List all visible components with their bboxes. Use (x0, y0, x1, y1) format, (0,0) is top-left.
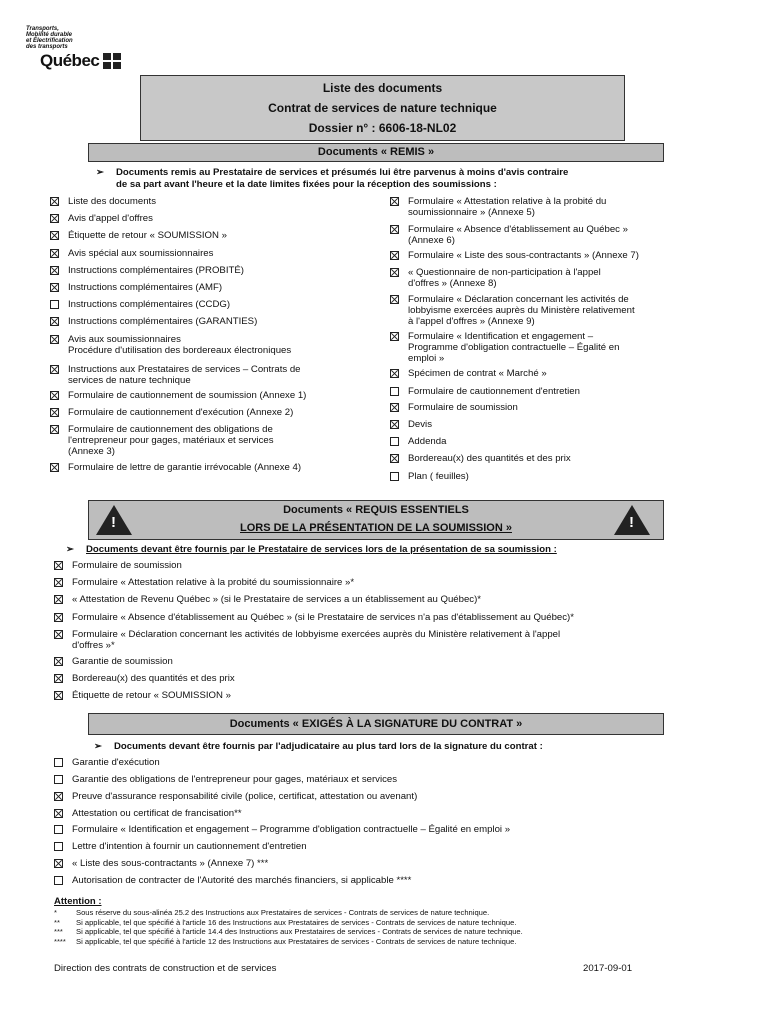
checklist-item-line: Formulaire « Attestation relative à la probité du soumissionnaire »* (72, 577, 355, 588)
checklist-item-text (408, 471, 469, 482)
checklist-item (50, 282, 380, 293)
checklist-item (50, 334, 380, 356)
checklist-item-text (408, 294, 635, 327)
checked-box-icon (390, 251, 399, 260)
checklist-item-line: services de nature technique (68, 375, 191, 386)
checklist-item (54, 577, 704, 588)
checklist-item (54, 774, 704, 785)
requis-intro-text: Documents devant être fournis par le Prestataire de services lors de la présentation de sa soumission : (86, 544, 557, 555)
checklist-item-text (68, 390, 306, 401)
checklist-item (50, 299, 380, 310)
checked-box-icon (50, 317, 59, 326)
checklist-item (50, 390, 380, 401)
checklist-item (54, 841, 704, 852)
checklist-item-line: « Attestation de Revenu Québec » (si le Prestataire de services a un établissement au Québec)* (72, 594, 482, 605)
footer-date: 2017-09-01 (583, 963, 633, 974)
warning-icon: ! (614, 505, 650, 535)
checklist-item-text (72, 690, 231, 701)
checklist-item-text (72, 656, 173, 667)
checklist-item-text (408, 267, 601, 289)
checklist-item-text (72, 875, 411, 886)
checklist-item-line: Preuve d'assurance responsabilité civile (police, certificat, attestation ou avenant) (72, 791, 418, 802)
empty-checkbox-icon (54, 758, 63, 767)
checked-box-icon (390, 295, 399, 304)
checklist-item (54, 560, 704, 571)
checked-box-icon (50, 266, 59, 275)
checklist-item-text (72, 774, 397, 785)
checklist-item-text (68, 248, 213, 259)
checked-box-icon (54, 657, 63, 666)
checklist-item-line: Liste des documents (68, 196, 156, 207)
checklist-item-text (408, 386, 580, 397)
checklist-item-text (68, 196, 156, 207)
checklist-item-text (68, 316, 257, 327)
checked-box-icon (50, 283, 59, 292)
attention-note (54, 918, 694, 928)
section-heading-exiges: Documents « EXIGÉS À LA SIGNATURE DU CONTRAT » (88, 713, 664, 735)
checklist-item-line: emploi » (408, 353, 445, 364)
checked-box-icon (54, 595, 63, 604)
checklist-item-line: Formulaire « Identification et engagement – (408, 331, 594, 342)
checklist-item (54, 690, 704, 701)
checklist-item-line: Bordereau(x) des quantités et des prix (72, 673, 235, 684)
checklist-item-line: Formulaire de soumission (408, 402, 518, 413)
checklist-item (54, 875, 704, 886)
checklist-item-text (68, 407, 293, 418)
checklist-item-line: Formulaire de lettre de garantie irrévocable (Annexe 4) (68, 462, 302, 473)
checklist-item-text (408, 196, 606, 218)
checklist-item-text (408, 453, 571, 464)
checklist-item (50, 462, 380, 473)
checklist-item (390, 471, 695, 482)
checklist-item-text (408, 224, 628, 246)
checklist-item-line: Garantie de soumission (72, 656, 173, 667)
checklist-item-line: Avis d'appel d'offres (68, 213, 153, 224)
checklist-item-text (68, 334, 291, 356)
attention-note (54, 927, 694, 937)
checklist-item (54, 757, 704, 768)
checklist-item-line: Formulaire de cautionnement de soumission (Annexe 1) (68, 390, 307, 401)
checklist-item (54, 791, 704, 802)
checklist-item-text (72, 841, 307, 852)
checked-box-icon (390, 369, 399, 378)
note-mark: *** (54, 927, 63, 936)
checklist-item (50, 424, 380, 457)
checked-box-icon (390, 420, 399, 429)
checked-box-icon (54, 578, 63, 587)
checklist-item (390, 196, 695, 218)
checklist-item-text (68, 299, 230, 310)
checklist-item-text (68, 213, 153, 224)
checklist-item-line: Formulaire « Attestation relative à la probité du (408, 196, 607, 207)
checked-box-icon (50, 335, 59, 344)
empty-checkbox-icon (390, 437, 399, 446)
checklist-item (54, 656, 704, 667)
checklist-item-text (408, 250, 639, 261)
checklist-item-text (408, 402, 518, 413)
checklist-item (50, 196, 380, 207)
ministry-logo (26, 26, 124, 71)
checklist-item-text (408, 368, 547, 379)
footer-department: Direction des contrats de construction et de services (54, 963, 277, 974)
checklist-item-line: Devis (408, 419, 432, 430)
checklist-item-line: (Annexe 3) (68, 446, 115, 457)
checklist-item-text (72, 858, 268, 869)
checklist-item (390, 402, 695, 413)
checklist-item-line: « Questionnaire de non-participation à l'appel (408, 267, 601, 278)
checked-box-icon (54, 792, 63, 801)
exiges-intro (94, 741, 543, 753)
checklist-item (54, 629, 704, 651)
checked-box-icon (50, 408, 59, 417)
checked-box-icon (54, 630, 63, 639)
warning-icon: ! (96, 505, 132, 535)
checklist-item-line: Étiquette de retour « SOUMISSION » (72, 690, 231, 701)
note-text: Si applicable, tel que spécifié à l'article 12 des Instructions aux Prestataires de services - Contrats de services de nature technique. (76, 936, 517, 946)
checklist-item (390, 250, 695, 261)
checklist-item-line: Garantie d'exécution (72, 757, 160, 768)
checklist-item-text (68, 230, 227, 241)
checklist-item-line: Programme d'obligation contractuelle – Égalité en (408, 342, 620, 353)
arrow-bullet-icon: ➢ (94, 741, 103, 752)
empty-checkbox-icon (54, 876, 63, 885)
section-heading-requis (88, 500, 664, 540)
org-line: Transports, (26, 26, 59, 32)
checklist-item (54, 594, 704, 605)
checklist-item-line: Avis spécial aux soumissionnaires (68, 248, 214, 259)
attention-note (54, 908, 694, 918)
empty-checkbox-icon (50, 300, 59, 309)
checklist-item-line: d'offres »* (72, 640, 115, 651)
exiges-intro-text: Documents devant être fournis par l'adjudicataire au plus tard lors de la signature du contrat : (114, 741, 543, 752)
requis-heading-line-2: LORS DE LA PRÉSENTATION DE LA SOUMISSION » (240, 522, 512, 534)
checklist-item (390, 386, 695, 397)
org-line: Mobilité durable (26, 32, 73, 38)
intro-line-1: Documents remis au Prestataire de services et présumés lui être parvenus à moins d'avis contraire (116, 167, 569, 178)
checklist-item (50, 316, 380, 327)
checked-box-icon (390, 268, 399, 277)
intro-line-2: de sa part avant l'heure et la date limites fixées pour la réception des soumissions : (116, 179, 497, 190)
checklist-item-text (72, 629, 560, 651)
checklist-item-line: Formulaire « Déclaration concernant les activités de lobbyisme exercées auprès du Ministère relativement à l'appel (72, 629, 561, 640)
checklist-item (390, 331, 695, 364)
checklist-item (390, 368, 695, 379)
checklist-item-text (408, 419, 432, 430)
checklist-item-text (68, 462, 301, 473)
checklist-item-line: Formulaire « Absence d'établissement au Québec » (si le Prestataire de services n'a pas d'établissement au Québec)* (72, 612, 574, 623)
note-text: Sous réserve du sous-alinéa 25.2 des Instructions aux Prestataires de services - Contrats de services de nature technique. (76, 908, 490, 917)
checklist-item-text (72, 757, 160, 768)
checked-box-icon (50, 463, 59, 472)
empty-checkbox-icon (54, 842, 63, 851)
checklist-item-text (408, 436, 446, 447)
checklist-item (50, 364, 380, 386)
checklist-item-line: Formulaire « Absence d'établissement au Québec » (408, 224, 628, 235)
checklist-item-text (72, 808, 242, 819)
empty-checkbox-icon (54, 775, 63, 784)
checklist-item-line: Instructions complémentaires (AMF) (68, 282, 223, 293)
checklist-item-text (408, 331, 619, 364)
checked-box-icon (390, 403, 399, 412)
checklist-item (50, 230, 380, 241)
checklist-item-line: Formulaire de cautionnement d'exécution (Annexe 2) (68, 407, 294, 418)
checklist-item-line: Instructions complémentaires (GARANTIES) (68, 316, 258, 327)
checklist-item-text (68, 265, 244, 276)
checklist-item-line: « Liste des sous-contractants » (Annexe 7) *** (72, 858, 269, 869)
checklist-item-line: à l'appel d'offres » (Annexe 9) (408, 316, 535, 327)
title-line-3: Dossier n° : 6606-18-NL02 (308, 121, 457, 135)
checklist-item-line: Instructions aux Prestataires de services – Contrats de (68, 364, 301, 375)
checklist-item (390, 267, 695, 289)
org-line: des transports (26, 44, 68, 50)
checked-box-icon (50, 231, 59, 240)
note-mark: **** (54, 936, 66, 946)
checklist-item (54, 858, 704, 869)
checked-box-icon (50, 425, 59, 434)
checklist-item-text (68, 282, 222, 293)
brand-name: Québec (40, 51, 100, 70)
checklist-item (54, 808, 704, 819)
checklist-item-line: l'entrepreneur pour gages, matériaux et services (68, 435, 274, 446)
checklist-item (50, 213, 380, 224)
checked-box-icon (54, 809, 63, 818)
checklist-item-line: (Annexe 6) (408, 235, 455, 246)
checked-box-icon (50, 249, 59, 258)
checklist-item-text (72, 577, 354, 588)
remis-intro (96, 167, 696, 191)
checklist-item-text (68, 424, 274, 457)
checklist-item-text (72, 560, 182, 571)
checklist-item-line: Formulaire de cautionnement des obligations de (68, 424, 273, 435)
checklist-item-line: Bordereau(x) des quantités et des prix (408, 453, 571, 464)
checklist-item-text (72, 673, 235, 684)
checklist-item-line: Attestation ou certificat de francisation** (72, 808, 242, 819)
checklist-item-line: Formulaire « Déclaration concernant les activités de (408, 294, 629, 305)
arrow-bullet-icon: ➢ (96, 167, 105, 178)
checklist-item-line: Formulaire « Identification et engagement – Programme d'obligation contractuelle – Égalité en emploi » (72, 824, 511, 835)
checked-box-icon (54, 859, 63, 868)
checked-box-icon (50, 365, 59, 374)
checklist-item (390, 419, 695, 430)
checked-box-icon (390, 332, 399, 341)
checklist-item-text (72, 594, 481, 605)
note-mark: * (54, 908, 57, 917)
checklist-item-line: d'offres » (Annexe 8) (408, 278, 497, 289)
checklist-item-line: Avis aux soumissionnaires (68, 334, 181, 345)
checklist-item-line: lobbyisme exercées auprès du Ministère relativement (408, 305, 635, 316)
checklist-item-line: Garantie des obligations de l'entrepreneur pour gages, matériaux et services (72, 774, 398, 785)
org-line: et Électrification (26, 38, 73, 44)
checklist-item-text (72, 824, 510, 835)
checked-box-icon (54, 691, 63, 700)
note-text: Si applicable, tel que spécifié à l'article 16 des Instructions aux Prestataires de services - Contrats de services de nature technique. (76, 917, 517, 927)
requis-heading-line-1: Documents « REQUIS ESSENTIELS (283, 504, 469, 516)
checklist-item-line: Lettre d'intention à fournir un cautionnement d'entretien (72, 841, 307, 852)
checked-box-icon (54, 613, 63, 622)
checklist-item-line: Spécimen de contrat « Marché » (408, 368, 547, 379)
requis-intro (66, 544, 557, 556)
checked-box-icon (50, 391, 59, 400)
checklist-item (54, 824, 704, 835)
checklist-item-line: Plan ( feuilles) (408, 471, 469, 482)
attention-block (54, 896, 694, 946)
checklist-item (50, 265, 380, 276)
checked-box-icon (390, 197, 399, 206)
checklist-item (50, 248, 380, 259)
note-mark: ** (54, 917, 60, 927)
checklist-item (54, 612, 704, 623)
fleur-de-lis-flag-icon (102, 52, 124, 70)
checked-box-icon (390, 454, 399, 463)
checked-box-icon (54, 561, 63, 570)
empty-checkbox-icon (390, 387, 399, 396)
checked-box-icon (50, 197, 59, 206)
checklist-item-line: Formulaire « Liste des sous-contractants » (Annexe 7) (408, 250, 639, 261)
checklist-item-line: Formulaire de cautionnement d'entretien (408, 386, 580, 397)
note-text: Si applicable, tel que spécifié à l'article 14.4 des Instructions aux Prestataires de services - Contrats de services de nature technique. (76, 927, 523, 936)
checklist-item (390, 294, 695, 327)
checklist-item-line: Procédure d'utilisation des bordereaux électroniques (68, 345, 292, 356)
empty-checkbox-icon (54, 825, 63, 834)
checklist-item-line: Étiquette de retour « SOUMISSION » (68, 230, 227, 241)
checklist-item-line: Instructions complémentaires (CCDG) (68, 299, 231, 310)
checklist-item-text (68, 364, 301, 386)
empty-checkbox-icon (390, 472, 399, 481)
checklist-item-line: Instructions complémentaires (PROBITÉ) (68, 265, 244, 276)
checklist-item (390, 436, 695, 447)
checklist-item (390, 224, 695, 246)
checked-box-icon (54, 674, 63, 683)
attention-title: Attention : (54, 896, 102, 907)
checklist-item (50, 407, 380, 418)
checked-box-icon (50, 214, 59, 223)
attention-note (54, 937, 694, 947)
title-line-2: Contrat de services de nature technique (268, 101, 497, 115)
checklist-item (390, 453, 695, 464)
checklist-item-text (72, 791, 417, 802)
checklist-item-line: Addenda (408, 436, 447, 447)
arrow-bullet-icon: ➢ (66, 544, 75, 555)
checklist-item-line: Autorisation de contracter de l'Autorité des marchés financiers, si applicable **** (72, 875, 412, 886)
checklist-item-text (72, 612, 574, 623)
checklist-item (54, 673, 704, 684)
checklist-item-line: Formulaire de soumission (72, 560, 182, 571)
checked-box-icon (390, 225, 399, 234)
document-title-box (140, 75, 625, 141)
title-line-1: Liste des documents (322, 81, 443, 95)
section-heading-remis: Documents « REMIS » (88, 143, 664, 162)
checklist-item-line: soumissionnaire » (Annexe 5) (408, 207, 535, 218)
